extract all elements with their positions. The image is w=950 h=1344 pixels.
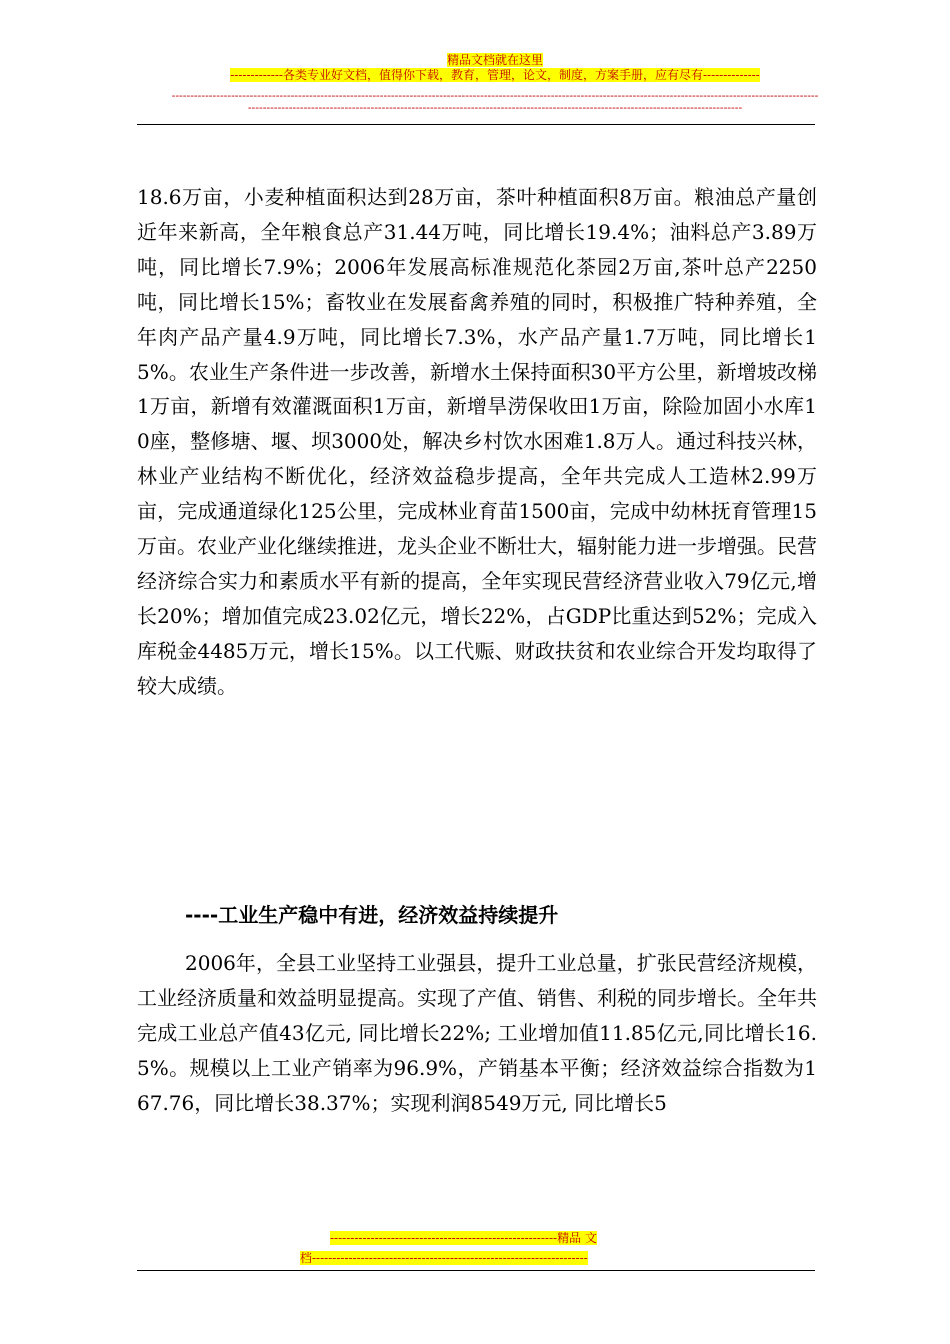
paragraph-industry: 2006年，全县工业坚持工业强县，提升工业总量，扩张民营经济规模，工业经济质量和效益明显提高。实现了产值、销售、利税的同步增长。全年共完成工业总产值43亿元, 同比增长22%; 工业增加值11.85亿元,同比增长16.5%。规模以上工业产销率为96.9%，产销基本平衡；经济效益综合指数为167.76，同比增长38.37%；实现利润8549万元, 同比增长5	[137, 951, 817, 1115]
header-title-text: 精品文档就在这里	[446, 53, 543, 67]
header-subtitle	[170, 67, 820, 84]
footer-line-1	[330, 1230, 597, 1247]
footer-line-1-text: --------------------------------------------------------精品 文	[330, 1231, 597, 1245]
paragraph-agriculture: 18.6万亩，小麦种植面积达到28万亩，茶叶种植面积8万亩。粮油总产量创近年来新高，全年粮食总产31.44万吨，同比增长19.4%；油料总产3.89万吨，同比增长7.9%；2006年发展高标准规范化茶园2万亩,茶叶总产2250吨，同比增长15%；畜牧业在发展畜禽养殖的同时，积极推广特种养殖，全年肉产品产量4.9万吨，同比增长7.3%，水产品产量1.7万吨，同比增长15%。农业生产条件进一步改善，新增水土保持面积30平方公里，新增坡改梯1万亩，新增有效灌溉面积1万亩，新增旱涝保收田1万亩，除险加固小水库10座，整修塘、堰、坝3000处，解决乡村饮水困难1.8万人。通过科技兴林，林业产业结构不断优化，经济效益稳步提高，全年共完成人工造林2.99万亩，完成通道绿化125公里，完成林业育苗1500亩，完成中幼林抚育管理15万亩。农业产业化继续推进，龙头企业不断壮大，辐射能力进一步增强。民营经济综合实力和素质水平有新的提高，全年实现民营经济营业收入79亿元,增长20%；增加值完成23.02亿元，增长22%，占GDP比重达到52%；完成入库税金4485万元，增长15%。以工代赈、财政扶贫和农业综合开发均取得了较大成绩。	[137, 185, 817, 698]
footer-rule	[137, 1270, 815, 1271]
header-rule	[137, 124, 815, 125]
section-heading: ----工业生产稳中有进，经济效益持续提升	[185, 903, 559, 927]
footer-line-2-text: 档--------------------------------------------------------------------	[300, 1251, 588, 1265]
header-dashes: -------------------------------------------------------------------------------------------------------------------------------------------------------------------------------------------------------------------------------------------------------------------------------------------------------------------	[171, 89, 819, 114]
header-subtitle-text: -------------各类专业好文档，值得你下载，教育，管理，论文，制度，方案手册，应有尽有--------------	[230, 68, 760, 82]
footer-line-2	[300, 1250, 588, 1267]
